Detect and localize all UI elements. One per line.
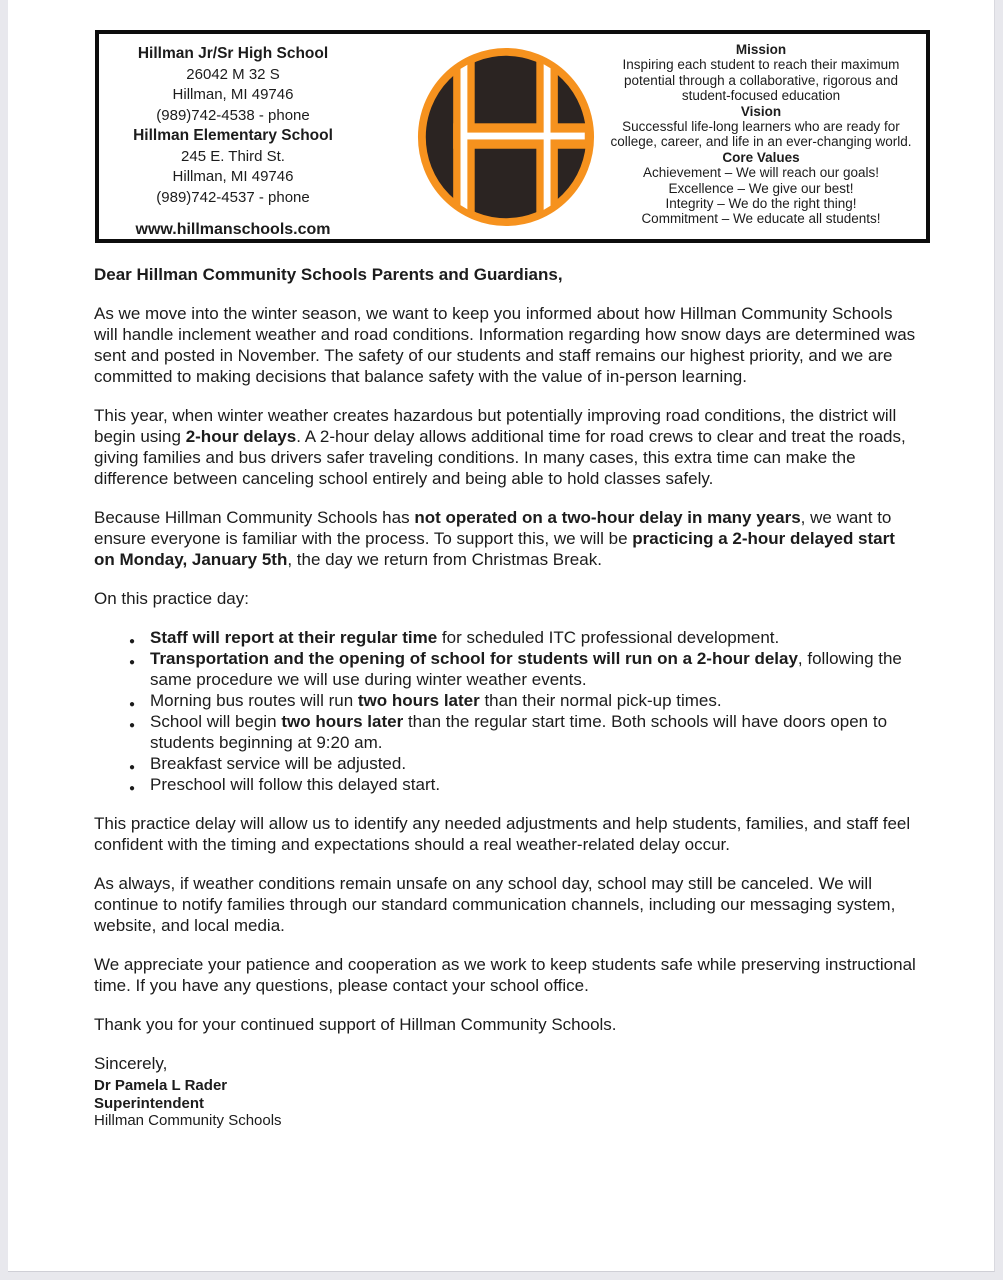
closing: Sincerely, — [94, 1054, 168, 1073]
school-address-line: 245 E. Third St. — [181, 147, 285, 165]
text-run: This practice delay will allow us to identify any needed adjustments and help students, families, and staff feel confident with the timing and expectations should a real weather-related delay occur. — [94, 814, 911, 854]
text-run: As we move into the winter season, we want to keep you informed about how Hillman Community Schools will handle inclement weather and road conditions. Information regarding how snow days are determined was sent and posted in November. The safety of our students and staff remains our highest priority, and we are committed to making decisions that balance safety with the value of in-person learning. — [94, 304, 916, 386]
text-run: Morning bus routes will run — [150, 691, 358, 710]
paragraph — [94, 507, 916, 570]
paragraph — [94, 813, 916, 855]
text-run: than the regular start time. Both schools will have doors open to students beginning at 9:20 am. — [150, 712, 888, 752]
letter-body — [94, 264, 916, 1129]
letterhead — [95, 30, 930, 243]
bold-text: practicing a 2-hour delayed start on Monday, January 5th — [94, 529, 895, 569]
scanned-letter-page — [8, 0, 995, 1272]
signature-title: Superintendent — [94, 1095, 205, 1112]
text-run: . A 2-hour delay allows additional time for road crews to clear and treat the roads, giving families and bus drivers safer traveling conditions. In many cases, this extra time can make the difference between canceling school entirely and being able to hold classes safely. — [94, 427, 906, 488]
bold-text: two hours later — [357, 691, 480, 710]
salutation: Dear Hillman Community Schools Parents and Guardians, — [94, 265, 563, 284]
bullet-item — [94, 774, 916, 795]
bold-text: not operated on a two-hour delay in many years — [414, 508, 801, 527]
core-value-line: Commitment – We educate all students! — [641, 211, 881, 227]
text-run: Because Hillman Community Schools has — [94, 508, 415, 527]
school-address-line: (989)742-4537 - phone — [156, 188, 310, 206]
text-run: This year, when winter weather creates hazardous but potentially improving road conditions, the district will begin using — [94, 406, 897, 446]
text-run: As always, if weather conditions remain unsafe on any school day, school may still be canceled. We will continue to notify families through our standard communication channels, including our messaging system, website, and local media. — [94, 874, 896, 935]
bold-text: 2-hour delays — [185, 427, 297, 446]
paragraph — [94, 1014, 916, 1035]
bullet-item — [94, 690, 916, 711]
vision-text: Successful life-long learners who are ready for college, career, and life in an ever-changing world. — [610, 119, 912, 150]
core-value-line: Excellence – We give our best! — [668, 180, 854, 196]
signature-organization: Hillman Community Schools — [94, 1112, 282, 1129]
text-run: School will begin — [150, 712, 282, 731]
text-run: Thank you for your continued support of Hillman Community Schools. — [94, 1015, 617, 1034]
letter-paragraphs — [94, 303, 916, 1035]
bold-text: Transportation and the opening of school for students will run on a 2-hour delay — [150, 649, 798, 668]
core-value-line: Integrity – We do the right thing! — [665, 196, 857, 212]
school-address-line: (989)742-4538 - phone — [156, 106, 310, 124]
text-run: Preschool will follow this delayed start. — [150, 775, 441, 794]
website-text: www.hillmanschools.com — [135, 221, 331, 238]
bullet-item — [94, 711, 916, 753]
text-run: We appreciate your patience and cooperation as we work to keep students safe while preserving instructional time. If you have any questions, please contact your school office. — [94, 955, 916, 995]
mission-title: Mission — [735, 42, 787, 57]
signature-name: Dr Pamela L Rader — [94, 1077, 228, 1094]
school-name: Hillman Elementary School — [133, 127, 333, 144]
school-address-line: 26042 M 32 S — [186, 65, 280, 83]
school-address-line: Hillman, MI 49746 — [172, 86, 294, 103]
paragraph — [94, 873, 916, 936]
vision-title: Vision — [740, 103, 782, 119]
school-list — [109, 44, 357, 208]
text-run: , the day we return from Christmas Break. — [287, 550, 602, 569]
text-run: Breakfast service will be adjusted. — [150, 754, 407, 773]
logo-container — [415, 34, 597, 239]
bullet-item — [94, 753, 916, 774]
bullet-item — [94, 648, 916, 690]
school-address-line: Hillman, MI 49746 — [172, 168, 294, 185]
bullet-list — [94, 627, 916, 795]
hillman-h-logo — [416, 46, 596, 228]
text-run: than their normal pick-up times. — [479, 691, 722, 710]
core-values-list — [602, 165, 920, 227]
paragraph — [94, 954, 916, 996]
core-value-line: Achievement – We will reach our goals! — [642, 165, 880, 181]
text-run: , following the same procedure we will use during winter weather events. — [150, 649, 902, 689]
text-run: , we want to ensure everyone is familiar with the process. To support this, we will be — [94, 508, 892, 548]
bullet-item — [94, 627, 916, 648]
text-run: for scheduled ITC professional development. — [437, 628, 780, 647]
bold-text: two hours later — [281, 712, 404, 731]
paragraph — [94, 405, 916, 489]
bold-text: Staff will report at their regular time — [150, 628, 438, 647]
school-name: Hillman Jr/Sr High School — [137, 45, 329, 62]
paragraph — [94, 303, 916, 387]
mission-text: Inspiring each student to reach their maximum potential through a collaborative, rigorous and student-focused education — [622, 57, 900, 104]
school-contact-block — [109, 34, 357, 239]
core-values-title: Core Values — [722, 149, 800, 165]
text-run: On this practice day: — [94, 589, 249, 608]
mission-vision-block — [602, 34, 920, 239]
paragraph — [94, 588, 916, 609]
